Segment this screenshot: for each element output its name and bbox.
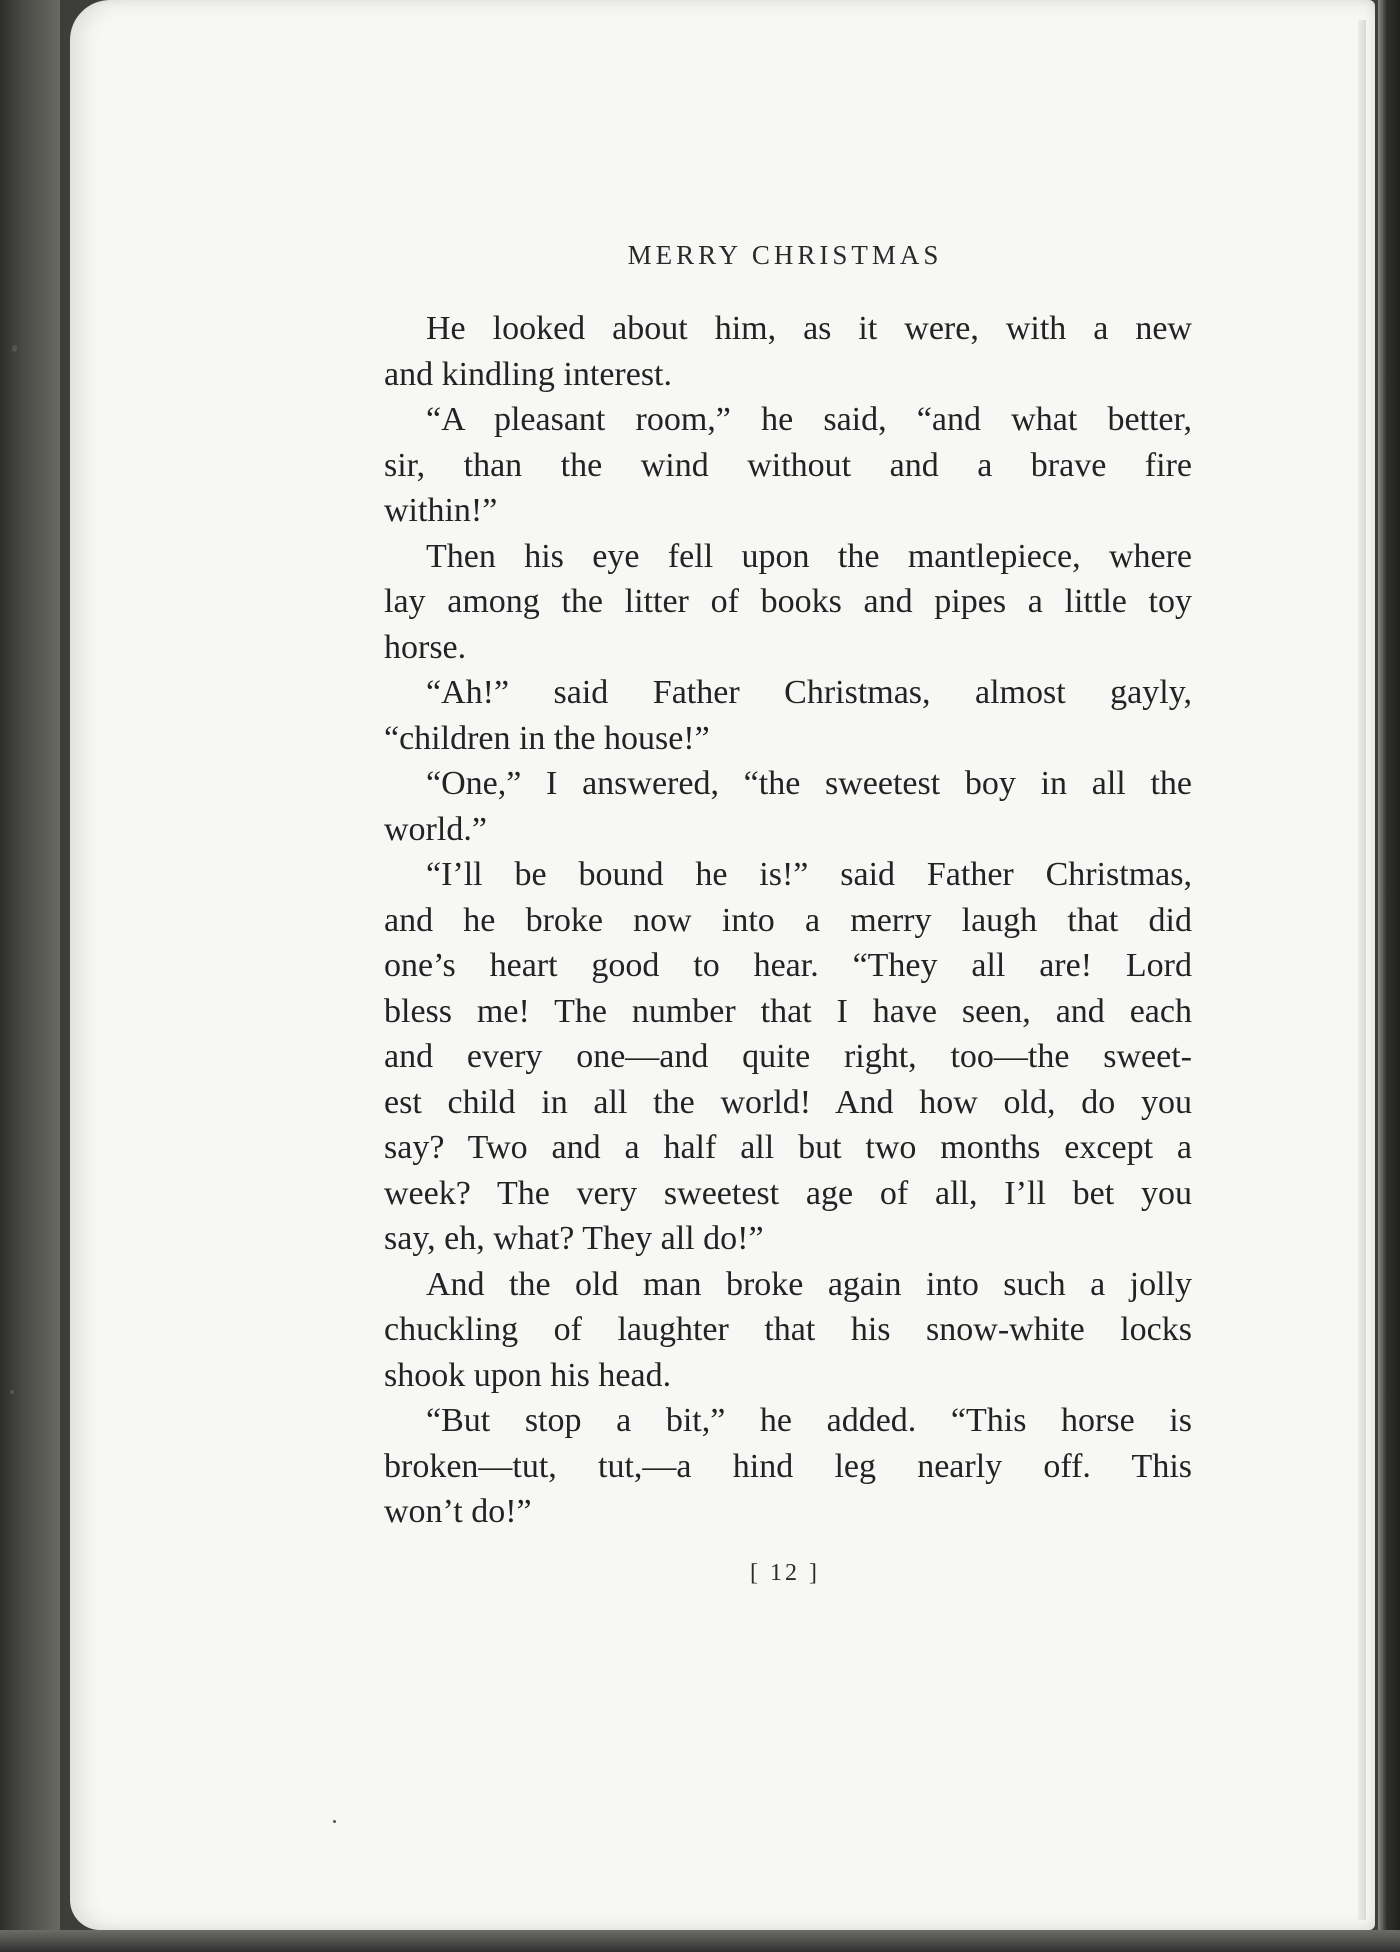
book-cover-bottom-edge — [0, 1930, 1400, 1952]
paragraph — [384, 397, 1192, 534]
paragraph — [384, 306, 1192, 397]
paragraph — [384, 852, 1192, 1262]
text-line: And the old man broke again into such a jolly — [426, 1265, 1192, 1303]
paragraph — [384, 534, 1192, 671]
text-line: and every one—and quite right, too—the sweet- — [384, 1038, 1192, 1075]
book-cover-left-edge — [0, 0, 60, 1952]
text-line: “One,” I answered, “the sweetest boy in all the — [426, 765, 1192, 802]
page-number: [ 12 ] — [750, 1560, 820, 1586]
text-line: shook upon his head. — [384, 1356, 672, 1394]
page-fore-edge — [1358, 20, 1366, 1920]
text-line: say, eh, what? They all do!” — [384, 1220, 764, 1257]
text-line: lay among the litter of books and pipes a little toy — [384, 583, 1192, 620]
text-line: one’s heart good to hear. “They all are! Lord — [384, 947, 1192, 984]
text-line: sir, than the wind without and a brave fire — [384, 446, 1192, 484]
text-line: “Ah!” said Father Christmas, almost gayly, — [426, 674, 1192, 711]
text-line: and he broke now into a merry laugh that did — [384, 901, 1192, 939]
paper-speck — [12, 345, 17, 352]
text-line: “A pleasant room,” he said, “and what better, — [426, 401, 1192, 438]
text-line: Then his eye fell upon the mantlepiece, where — [426, 537, 1192, 575]
text-line: est child in all the world! And how old, do you — [384, 1083, 1192, 1121]
text-line: say? Two and a half all but two months except a — [384, 1129, 1192, 1166]
paragraph — [384, 1398, 1192, 1535]
paper-speck — [10, 1390, 14, 1394]
paragraph — [384, 761, 1192, 852]
text-line: “children in the house!” — [384, 719, 710, 757]
text-line: world.” — [384, 810, 487, 848]
book-cover-right-edge — [1378, 0, 1400, 1952]
text-line: He looked about him, as it were, with a new — [426, 310, 1192, 347]
text-line: week? The very sweetest age of all, I’ll bet you — [384, 1174, 1192, 1212]
paragraph — [384, 670, 1192, 761]
text-line: broken—tut, tut,—a hind leg nearly off. This — [384, 1447, 1192, 1485]
text-line: within!” — [384, 492, 498, 529]
text-line: chuckling of laughter that his snow-white locks — [384, 1311, 1192, 1348]
text-line: bless me! The number that I have seen, and each — [384, 992, 1192, 1030]
text-line: “I’ll be bound he is!” said Father Christmas, — [426, 856, 1192, 893]
text-line: horse. — [384, 628, 467, 666]
text-line: and kindling interest. — [384, 355, 673, 393]
paper-speck — [333, 1820, 336, 1823]
body-text — [384, 306, 1192, 1535]
running-header: MERRY CHRISTMAS — [627, 240, 943, 270]
text-line: won’t do!” — [384, 1493, 532, 1530]
text-line: “But stop a bit,” he added. “This horse is — [426, 1402, 1192, 1439]
paragraph — [384, 1262, 1192, 1399]
